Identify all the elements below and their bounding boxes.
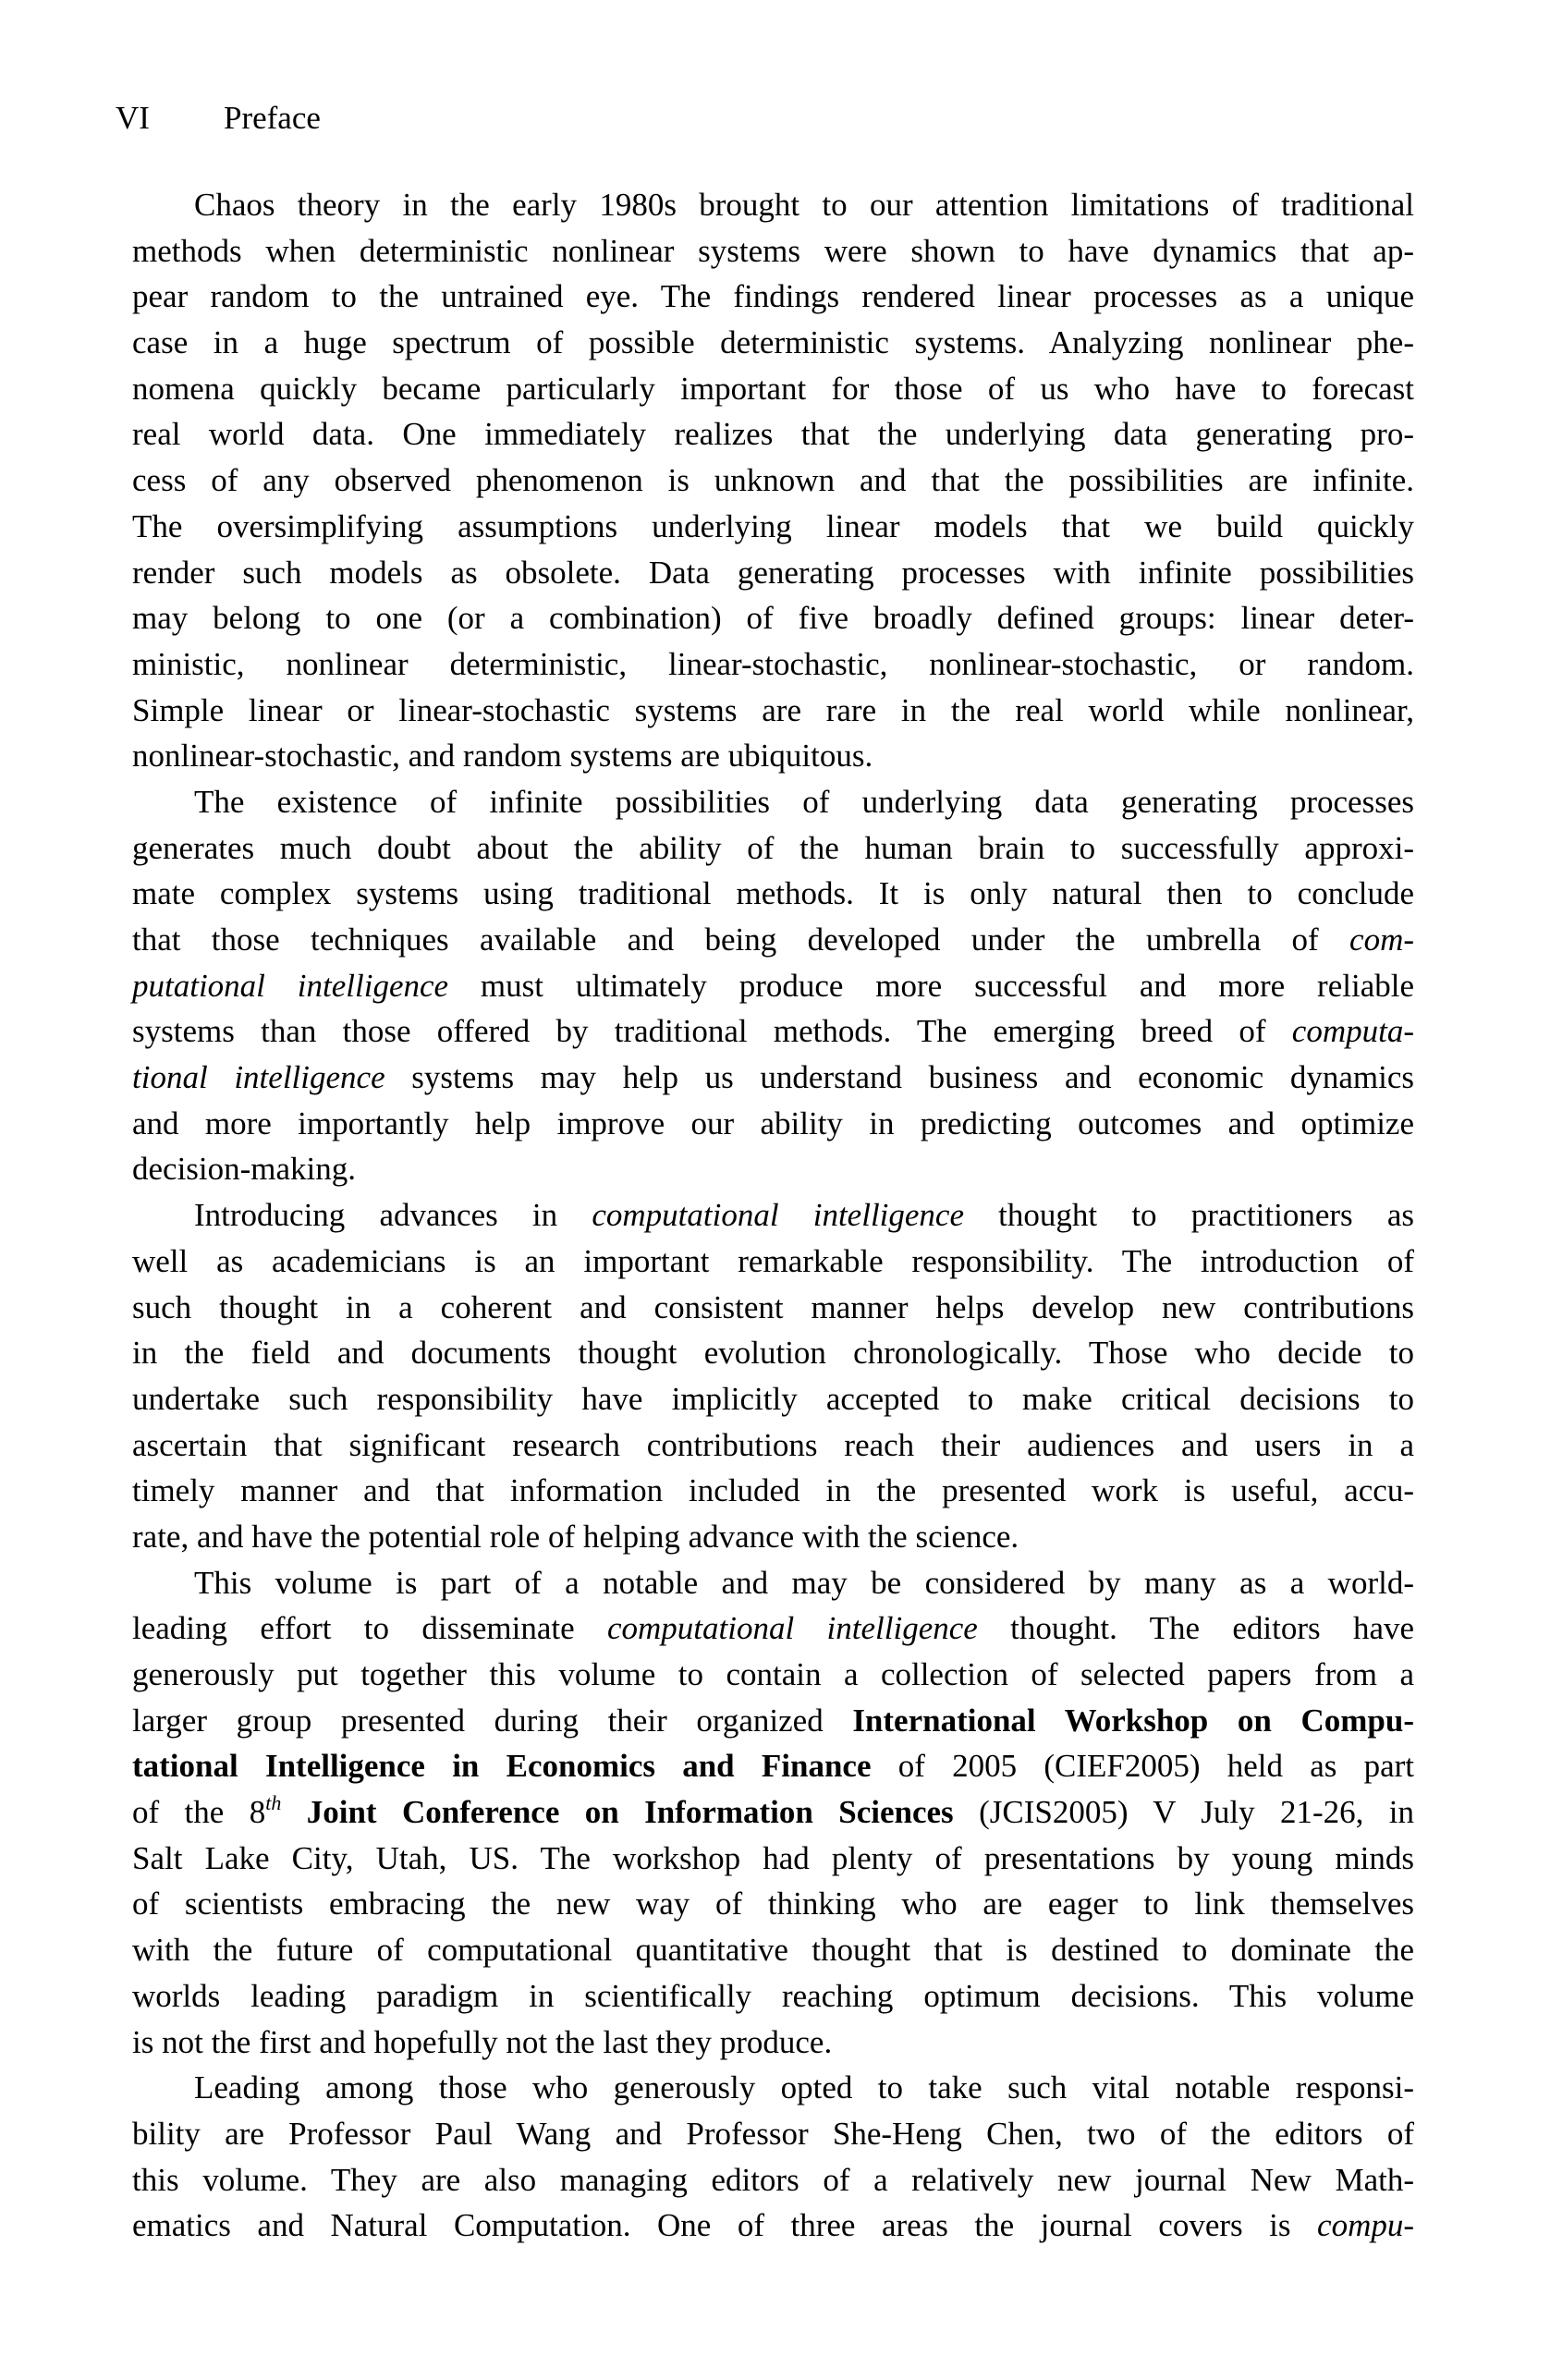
text-line-content — [132, 1973, 1414, 2020]
text-line-content — [132, 641, 1414, 688]
text-line-content — [132, 550, 1414, 596]
text-line-content — [132, 320, 1414, 366]
text-line-content — [132, 2111, 1414, 2157]
text-run: timely manner and that information included in the presented work is useful, accu- — [132, 1472, 1414, 1509]
text-line-content — [132, 504, 1414, 550]
text-line — [132, 641, 1414, 688]
text-line — [132, 1239, 1414, 1285]
text-line — [132, 1285, 1414, 1331]
text-line-content — [132, 1101, 1414, 1147]
italic-term: tional intelligence — [132, 1059, 385, 1096]
bold-term: tational Intelligence in Economics and Finance — [132, 1748, 872, 1785]
text-line — [132, 1652, 1414, 1698]
text-run: ematics and Natural Computation. One of three areas the journal covers is — [132, 2207, 1318, 2244]
italic-term: putational intelligence — [132, 967, 449, 1004]
text-line — [132, 411, 1414, 458]
text-run: larger group presented during their organized — [132, 1702, 853, 1739]
preface-body — [132, 182, 1414, 2249]
text-line-content — [132, 411, 1414, 458]
text-line — [132, 1560, 1414, 1606]
text-line — [132, 1514, 1414, 1560]
text-run: Salt Lake City, Utah, US. The workshop had plenty of presentations by young minds — [132, 1839, 1414, 1876]
text-line — [132, 2157, 1414, 2203]
text-line-content — [132, 228, 1414, 275]
text-line — [132, 1789, 1414, 1836]
text-line — [132, 1055, 1414, 1101]
text-line-content — [132, 1881, 1414, 1927]
text-run: well as academicians is an important remarkable responsibility. The introduction of — [132, 1242, 1414, 1279]
text-line-content — [132, 2203, 1414, 2249]
italic-term: computational intelligence — [592, 1197, 964, 1234]
text-line — [132, 1927, 1414, 1973]
paragraph — [132, 2065, 1414, 2249]
text-run: must ultimately produce more successful and more reliable — [448, 967, 1414, 1004]
text-run: real world data. One immediately realizes that the underlying data generating pro- — [132, 416, 1414, 453]
text-line — [132, 274, 1414, 320]
text-run: worlds leading paradigm in scientifically reaching optimum decisions. This volume — [132, 1977, 1414, 2014]
text-line — [132, 779, 1414, 825]
text-run: of 2005 (CIEF2005) held as part — [871, 1748, 1414, 1785]
text-line — [132, 458, 1414, 504]
text-run: such thought in a coherent and consistent manner helps develop new contributions — [132, 1288, 1414, 1325]
text-line — [132, 504, 1414, 550]
text-run: that those techniques available and being developed under the umbrella of — [132, 921, 1350, 958]
text-run: rate, and have the potential role of helping advance with the science. — [132, 1518, 1019, 1555]
text-line-content — [132, 1285, 1414, 1331]
text-run: generously put together this volume to contain a collection of selected papers from a — [132, 1656, 1414, 1692]
page-number: VI — [116, 100, 150, 136]
text-run: is not the first and hopefully not the last they produce. — [132, 2023, 833, 2060]
section-title: Preface — [224, 100, 321, 136]
text-run: ascertain that significant research contributions reach their audiences and users in a — [132, 1426, 1414, 1463]
text-line — [132, 917, 1414, 963]
text-line-content — [132, 733, 1414, 779]
text-line — [132, 1605, 1414, 1652]
text-line — [132, 1743, 1414, 1789]
text-line-content — [194, 779, 1414, 825]
text-line-content — [132, 1652, 1414, 1698]
text-run: systems may help us understand business and economic dynamics — [384, 1059, 1414, 1096]
text-run: and more importantly help improve our ability in predicting outcomes and optimize — [132, 1105, 1414, 1141]
text-run: render such models as obsolete. Data generating processes with infinite possibilities — [132, 554, 1414, 591]
text-line-content — [132, 1055, 1414, 1101]
italic-term: compu- — [1317, 2207, 1414, 2244]
text-line — [132, 2203, 1414, 2249]
text-line-content — [132, 595, 1414, 641]
text-line — [132, 871, 1414, 917]
text-line-content — [132, 1146, 1414, 1192]
text-line-content — [132, 871, 1414, 917]
italic-term: com- — [1349, 921, 1414, 958]
text-line — [132, 320, 1414, 366]
italic-term: computational intelligence — [606, 1610, 978, 1647]
text-run: decision-making. — [132, 1151, 357, 1188]
text-line — [132, 1101, 1414, 1147]
text-line — [132, 825, 1414, 872]
text-line-content — [132, 1514, 1414, 1560]
text-line-content — [132, 458, 1414, 504]
text-line — [132, 1146, 1414, 1192]
text-line-content — [132, 2020, 1414, 2066]
text-run: generates much doubt about the ability of the human brain to successfully approxi- — [132, 829, 1414, 866]
text-run: in the field and documents thought evolution chronologically. Those who decide to — [132, 1335, 1414, 1372]
text-line-content — [132, 1330, 1414, 1376]
text-line — [132, 182, 1414, 228]
text-line — [132, 228, 1414, 275]
text-run: of scientists embracing the new way of thinking who are eager to link themselves — [132, 1886, 1414, 1922]
text-run: thought to practitioners as — [964, 1197, 1415, 1234]
text-run: mate complex systems using traditional methods. It is only natural then to conclude — [132, 875, 1414, 912]
text-run: case in a huge spectrum of possible deterministic systems. Analyzing nonlinear phe- — [132, 324, 1414, 361]
text-line — [132, 1008, 1414, 1055]
bold-term: Joint Conference on Information Sciences — [306, 1794, 954, 1831]
text-line — [132, 1192, 1414, 1239]
text-line-content — [132, 1376, 1414, 1422]
paragraph — [132, 1192, 1414, 1560]
text-line — [132, 550, 1414, 596]
text-line — [132, 963, 1414, 1009]
text-run — [281, 1794, 306, 1830]
text-run: ministic, nonlinear deterministic, linear-stochastic, nonlinear-stochastic, or random. — [132, 645, 1414, 682]
text-line-content — [132, 1927, 1414, 1973]
text-run: with the future of computational quantitative thought that is destined to dominate the — [132, 1932, 1414, 1969]
text-run: cess of any observed phenomenon is unknown and that the possibilities are infinite. — [132, 462, 1414, 499]
text-line — [132, 2020, 1414, 2066]
text-line-content — [194, 2065, 1414, 2111]
text-run: leading effort to disseminate — [132, 1610, 607, 1647]
text-run: of the 8 — [132, 1794, 266, 1831]
text-line-content — [132, 1239, 1414, 1285]
text-run: nomena quickly became particularly important for those of us who have to forecast — [132, 370, 1414, 407]
text-line-content — [132, 917, 1414, 963]
text-run: nonlinear-stochastic, and random systems are ubiquitous. — [132, 738, 873, 775]
paragraph — [132, 1560, 1414, 2066]
text-run: Introducing advances in — [194, 1197, 592, 1234]
text-line — [132, 1422, 1414, 1469]
text-line — [132, 2111, 1414, 2157]
text-run: The existence of infinite possibilities of underlying data generating processes — [194, 783, 1414, 820]
text-run: may belong to one (or a combination) of five broadly defined groups: linear deter- — [132, 600, 1414, 637]
text-line — [132, 1881, 1414, 1927]
text-run: The oversimplifying assumptions underlying linear models that we build quickly — [132, 507, 1414, 544]
text-line-content — [132, 1422, 1414, 1469]
text-line-content — [194, 1192, 1414, 1239]
text-run: thought. The editors have — [977, 1610, 1415, 1647]
text-line-content — [132, 1789, 1414, 1836]
text-line — [132, 1330, 1414, 1376]
text-line-content — [132, 688, 1414, 734]
text-run: methods when deterministic nonlinear systems were shown to have dynamics that ap- — [132, 232, 1414, 269]
text-line-content — [132, 1836, 1414, 1882]
text-line-content — [132, 366, 1414, 412]
text-line-content — [132, 1743, 1414, 1789]
text-run: pear random to the untrained eye. The findings rendered linear processes as a unique — [132, 278, 1414, 315]
text-run: (JCIS2005) V July 21-26, in — [953, 1794, 1415, 1831]
paragraph — [132, 779, 1414, 1192]
italic-term: computa- — [1291, 1013, 1414, 1050]
text-line — [132, 688, 1414, 734]
text-line-content — [132, 2157, 1414, 2203]
text-line-content — [132, 825, 1414, 872]
text-line-content — [132, 1605, 1414, 1652]
bold-term: International Workshop on Compu- — [852, 1702, 1414, 1739]
text-run: This volume is part of a notable and may be considered by many as a world- — [194, 1564, 1414, 1601]
text-line — [132, 2065, 1414, 2111]
text-line — [132, 595, 1414, 641]
text-line — [132, 1973, 1414, 2020]
text-line-content — [132, 963, 1414, 1009]
superscript: th — [265, 1791, 282, 1815]
text-line — [132, 1836, 1414, 1882]
text-line-content — [132, 274, 1414, 320]
text-line — [132, 1698, 1414, 1744]
text-run: systems than those offered by traditional methods. The emerging breed of — [132, 1013, 1292, 1050]
paragraph — [132, 182, 1414, 779]
text-line-content — [132, 1698, 1414, 1744]
text-run: undertake such responsibility have implicitly accepted to make critical decisions to — [132, 1380, 1414, 1417]
text-run: bility are Professor Paul Wang and Professor She-Heng Chen, two of the editors of — [132, 2115, 1414, 2152]
text-run: this volume. They are also managing editors of a relatively new journal New Math- — [132, 2161, 1414, 2198]
text-line — [132, 366, 1414, 412]
text-line-content — [132, 1468, 1414, 1514]
text-run: Chaos theory in the early 1980s brought to our attention limitations of traditional — [194, 187, 1414, 223]
text-line — [132, 733, 1414, 779]
text-line-content — [194, 182, 1414, 228]
text-line-content — [194, 1560, 1414, 1606]
text-line — [132, 1376, 1414, 1422]
text-run: Simple linear or linear-stochastic systems are rare in the real world while nonlinear, — [132, 691, 1414, 728]
text-line — [132, 1468, 1414, 1514]
text-run: Leading among those who generously opted to take such vital notable responsi- — [194, 2069, 1414, 2106]
text-line-content — [132, 1008, 1414, 1055]
